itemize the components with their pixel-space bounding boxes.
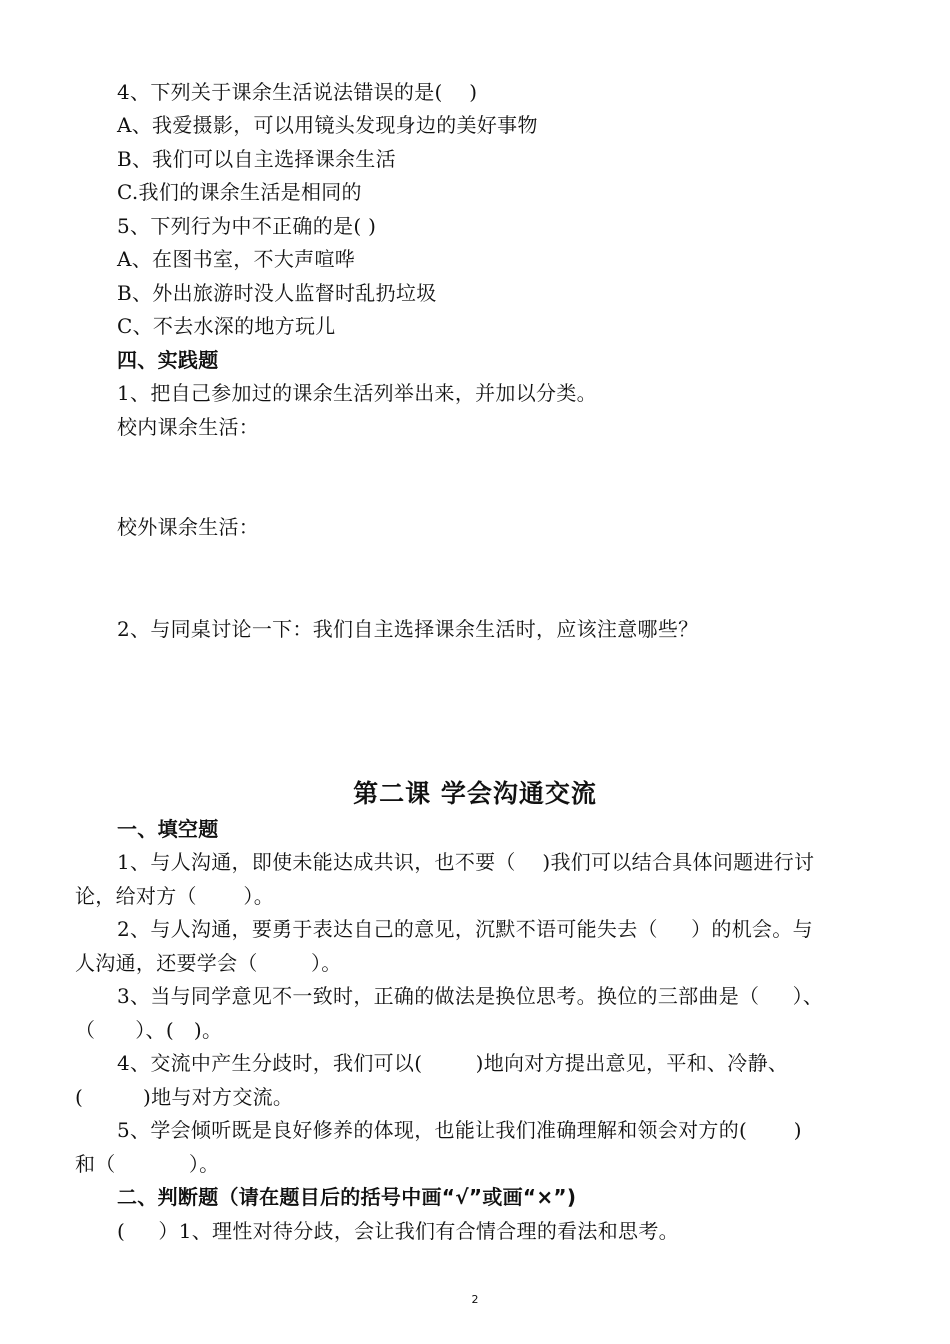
fill-question-4-line-2: ( )地与对方交流。 (75, 1085, 294, 1109)
section-heading-practice: 四、实践题 (117, 348, 219, 372)
fill-question-5-line-2: 和（ ）。 (75, 1152, 220, 1176)
fill-question-3-line-2: （ ）、( )。 (75, 1018, 223, 1042)
fill-question-1-line-2: 论，给对方（ ）。 (75, 884, 275, 908)
judge-question-1: ( ）1、理性对待分歧，会让我们有合情合理的看法和思考。 (117, 1219, 679, 1243)
practice-question-2: 2、与同桌讨论一下：我们自主选择课余生活时，应该注意哪些？ (117, 617, 699, 641)
question-4: 4、下列关于课余生活说法错误的是( ) (117, 80, 478, 104)
question-5-option-a: A、在图书室，不大声喧哗 (117, 247, 356, 271)
fill-question-2-line-1: 2、与人沟通，要勇于表达自己的意见，沉默不语可能失去（ ）的机会。与 (117, 917, 813, 941)
lesson-title: 第二课 学会沟通交流 (353, 779, 597, 808)
practice-in-school-label: 校内课余生活： (117, 415, 260, 439)
fill-question-5-line-1: 5、学会倾听既是良好修养的体现，也能让我们准确理解和领会对方的( ) (117, 1118, 802, 1142)
practice-out-school-label: 校外课余生活： (117, 515, 260, 539)
page-number: 2 (471, 1293, 479, 1306)
question-4-option-a: A、我爱摄影，可以用镜头发现身边的美好事物 (117, 113, 538, 137)
question-4-option-c: C.我们的课余生活是相同的 (117, 180, 362, 204)
fill-question-1-line-1: 1、与人沟通，即使未能达成共识，也不要（ )我们可以结合具体问题进行讨 (117, 850, 815, 874)
fill-question-4-line-1: 4、交流中产生分歧时，我们可以( )地向对方提出意见，平和、冷静、 (117, 1051, 789, 1075)
question-5-option-b: B、外出旅游时没人监督时乱扔垃圾 (117, 281, 437, 305)
section-heading-fill-blank: 一、填空题 (117, 817, 219, 841)
question-5: 5、下列行为中不正确的是( ) (117, 214, 377, 238)
question-4-option-b: B、我们可以自主选择课余生活 (117, 147, 396, 171)
section-heading-true-false: 二、判断题（请在题目后的括号中画“√”或画“×”) (117, 1185, 577, 1209)
fill-question-2-line-2: 人沟通，还要学会（ ）。 (75, 951, 342, 975)
question-5-option-c: C、不去水深的地方玩儿 (117, 314, 336, 338)
fill-question-3-line-1: 3、当与同学意见不一致时，正确的做法是换位思考。换位的三部曲是（ ）、 (117, 984, 824, 1008)
practice-question-1: 1、把自己参加过的课余生活列举出来，并加以分类。 (117, 381, 597, 405)
